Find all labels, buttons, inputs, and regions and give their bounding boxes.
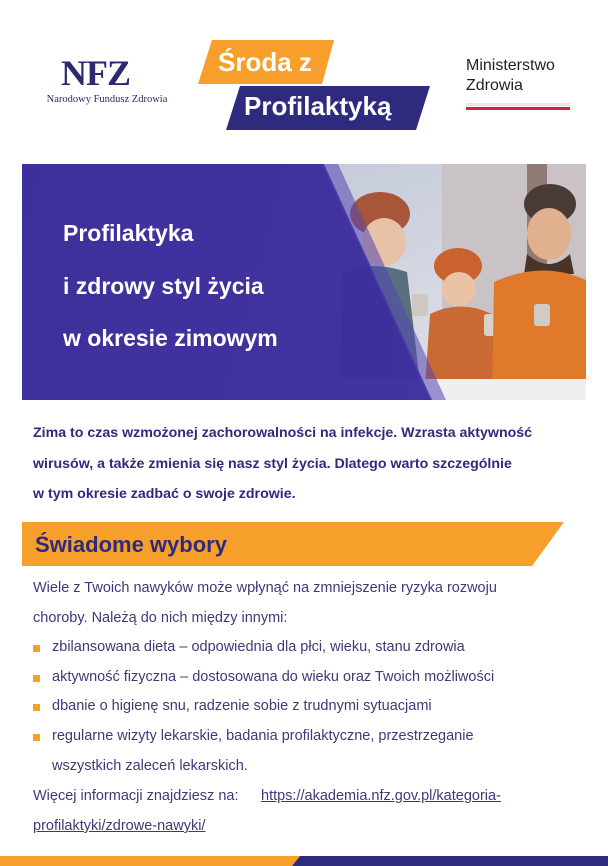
ministry-logo (466, 57, 572, 117)
list-item-text: regularne wizyty lekarskie, badania profilaktyczne, przestrzeganie (52, 728, 474, 744)
flag-stripe-red (466, 107, 570, 110)
list-item-continuation: wszystkich zaleceń lekarskich. (52, 758, 248, 774)
bullet-square-icon (33, 675, 40, 682)
list-item-text: aktywność fizyczna – dostosowana do wieku oraz Twoich możliwości (52, 669, 495, 685)
nfz-logo-letters: NFZ (61, 53, 130, 92)
intro-line3: w tym okresie zadbać o swoje zdrowie. (33, 486, 296, 502)
nfz-logo-mark (61, 52, 151, 92)
list-item-text: dbanie o higienę snu, radzenie sobie z trudnymi sytuacjami (52, 698, 432, 714)
ministry-name-line2: Zdrowia (466, 77, 523, 94)
hero-title-line2: i zdrowy styl życia (63, 273, 264, 299)
bullet-square-icon (33, 734, 40, 741)
paragraph-line1: Wiele z Twoich nawyków może wpłynąć na zmniejszenie ryzyka rozwoju (33, 580, 497, 596)
more-info-label: Więcej informacji znajdziesz na: (33, 788, 239, 804)
bullet-square-icon (33, 645, 40, 652)
hero-title-line1: Profilaktyka (63, 220, 194, 246)
footer-stripe (0, 846, 608, 866)
hero-banner (22, 164, 586, 400)
nfz-caption: Narodowy Fundusz Zdrowia (46, 94, 168, 105)
more-info-link[interactable]: https://akademia.nfz.gov.pl/kategoria- (261, 788, 501, 804)
intro-line2: wirusów, a także zmienia się nasz styl życia. Dlatego warto szczególnie (33, 456, 512, 472)
campaign-title-line1: Środa z (218, 47, 312, 77)
section-heading: Świadome wybory (35, 532, 227, 557)
paragraph-line2: choroby. Należą do nich między innymi: (33, 610, 288, 626)
campaign-logo (192, 40, 430, 132)
hero-title-line3: w okresie zimowym (63, 325, 278, 351)
intro-line1: Zima to czas wzmożonej zachorowalności na infekcje. Wzrasta aktywność (33, 425, 533, 441)
list-item-text: zbilansowana dieta – odpowiednia dla płci, wieku, stanu zdrowia (52, 639, 465, 655)
bullet-square-icon (33, 704, 40, 711)
ministry-name-line1: Ministerstwo (466, 57, 555, 74)
flag-stripe-white (466, 103, 570, 106)
nfz-logo (37, 52, 177, 112)
more-info-link-continuation[interactable]: profilaktyki/zdrowe-nawyki/ (33, 818, 206, 834)
campaign-title-line2: Profilaktyką (244, 91, 392, 121)
